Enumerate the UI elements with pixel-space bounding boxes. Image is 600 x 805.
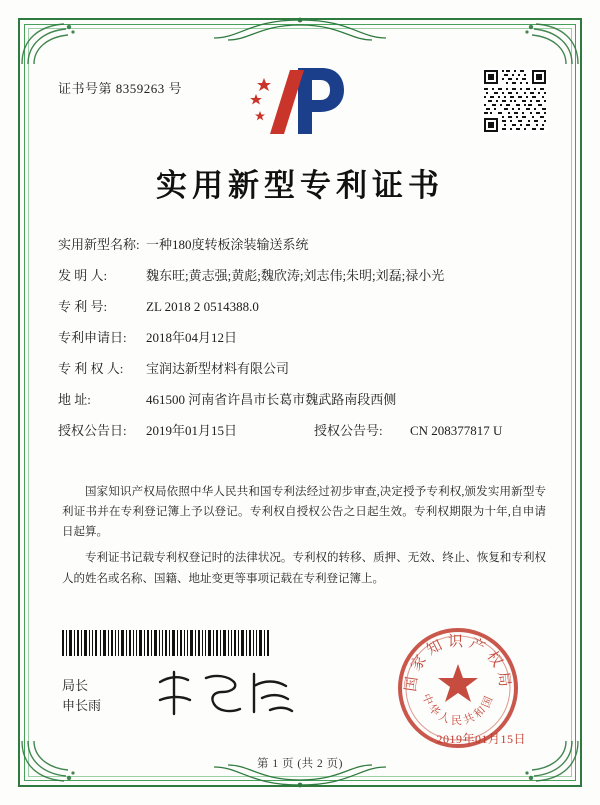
certificate-number: 证书号第 8359263 号 xyxy=(58,81,183,96)
director-name: 申长雨 xyxy=(62,698,102,714)
field-value: ZL 2018 2 0514388.0 xyxy=(146,299,259,315)
seal-date: 2019年01月15日 xyxy=(436,732,526,746)
barcode-icon xyxy=(62,630,272,656)
field-value: 461500 河南省许昌市长葛市魏武路南段西侧 xyxy=(146,392,397,408)
field-row-address xyxy=(58,391,548,409)
field-row-name xyxy=(58,236,548,254)
field-label: 地 址: xyxy=(58,392,91,408)
field-value: 2018年04月12日 xyxy=(146,330,238,346)
qr-code-icon xyxy=(482,68,548,134)
field-row-application-date xyxy=(58,329,548,347)
cnipa-logo-icon xyxy=(240,62,360,140)
field-label: 发 明 人: xyxy=(58,268,108,284)
field-label: 授权公告日: xyxy=(58,423,127,439)
legal-text-block xyxy=(62,482,546,595)
field-value: 2019年01月15日 xyxy=(146,423,238,439)
field-list xyxy=(58,236,548,453)
field-label-secondary: 授权公告号: xyxy=(314,423,383,439)
corner-ornament-icon xyxy=(510,20,580,66)
field-label: 专利申请日: xyxy=(58,330,127,346)
corner-ornament-icon xyxy=(20,20,90,66)
director-label: 局长 xyxy=(62,678,89,693)
svg-text:国家知识产权局: 国家知识产权局 xyxy=(403,634,513,693)
field-value: 宝润达新型材料有限公司 xyxy=(146,361,290,377)
director-block xyxy=(62,676,101,716)
director-signature-icon xyxy=(150,666,300,722)
field-row-patentee xyxy=(58,360,548,378)
field-label: 专 利 权 人: xyxy=(58,361,124,377)
page-title: 实用新型专利证书 xyxy=(156,168,444,203)
page-footer: 第 1 页 (共 2 页) xyxy=(256,758,344,770)
field-label: 专 利 号: xyxy=(58,299,108,315)
legal-paragraph-1: 国家知识产权局依照中华人民共和国专利法经过初步审查,决定授予专利权,颁发实用新型专利证书并在专利登记簿上予以登记。专利权自授权公告之日起生效。专利权期限为十年,自申请日起算。 xyxy=(62,486,546,539)
field-row-grant xyxy=(58,422,548,440)
field-row-inventors xyxy=(58,267,548,285)
field-value-secondary: CN 208377817 U xyxy=(410,423,503,439)
field-label: 实用新型名称: xyxy=(58,237,140,252)
field-row-patent-no xyxy=(58,298,548,316)
legal-paragraph-2: 专利证书记载专利权登记时的法律状况。专利权的转移、质押、无效、终止、恢复和专利权人的姓名或名称、国籍、地址变更等事项记载在专利登记簿上。 xyxy=(62,552,546,585)
field-value: 魏东旺;黄志强;黄彪;魏欣涛;刘志伟;朱明;刘磊;禄小光 xyxy=(146,268,445,284)
field-value: 一种180度转板涂装输送系统 xyxy=(146,237,309,252)
svg-text:中华人民共和国: 中华人民共和国 xyxy=(419,692,497,727)
top-ornament-icon xyxy=(210,16,390,42)
